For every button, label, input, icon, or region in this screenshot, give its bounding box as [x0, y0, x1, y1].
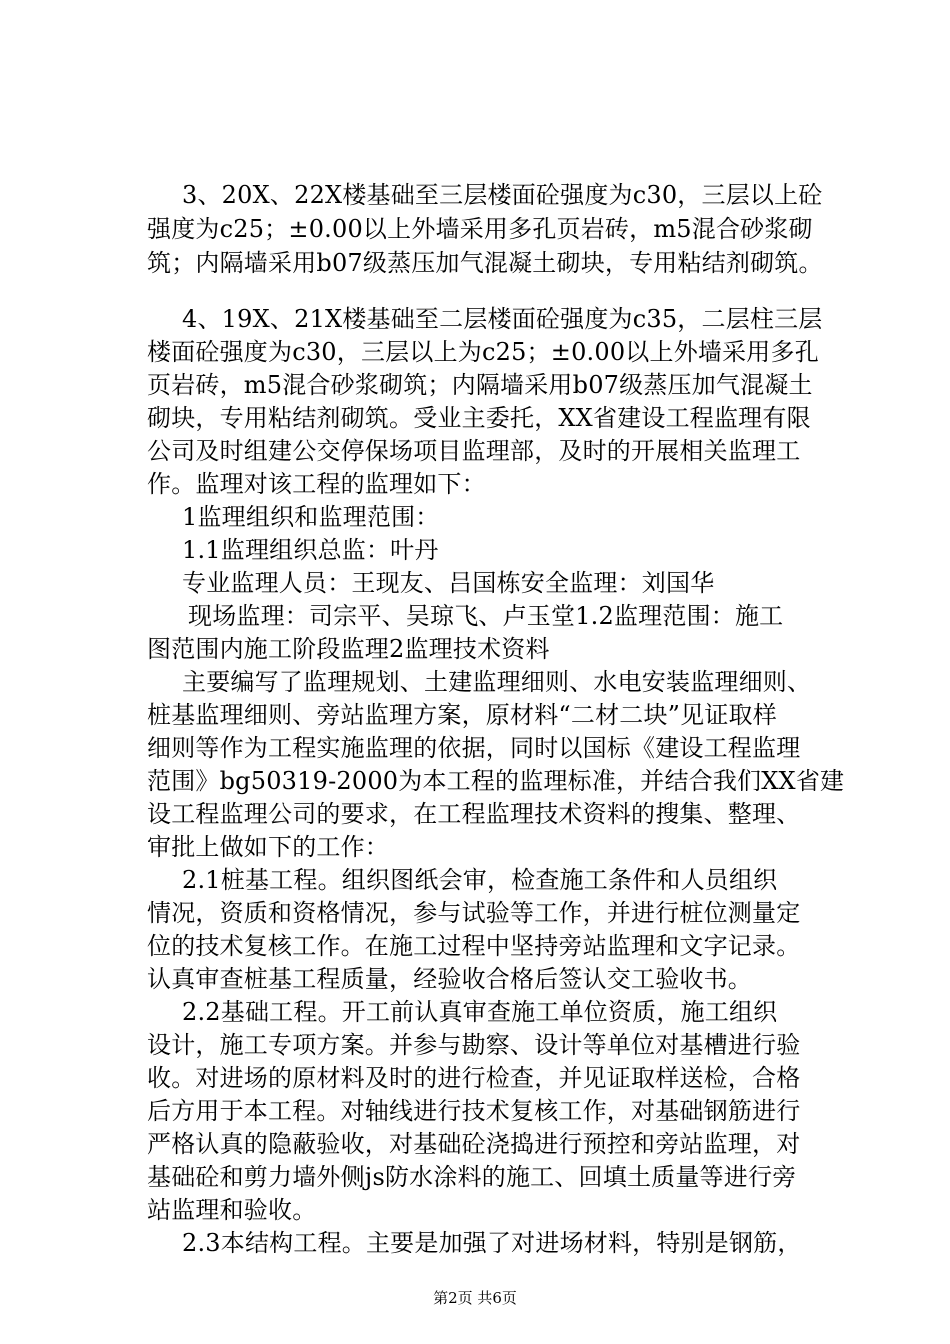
- section-2-2-line-6: 基础砼和剪力墙外侧js防水涂料的施工、回填土质量等进行旁: [147, 1163, 797, 1191]
- main-paragraph-line-2: 桩基监理细则、旁站监理方案，原材料“二材二块”见证取样: [147, 701, 777, 729]
- section-2-2-line-3: 收。对进场的原材料及时的进行检查，并见证取样送检，合格: [147, 1064, 801, 1092]
- section-2-1-line-2: 情况，资质和资格情况，参与试验等工作，并进行桩位测量定: [147, 899, 801, 927]
- section-2-2-line-4: 后方用于本工程。对轴线进行技术复核工作，对基础钢筋进行: [147, 1097, 801, 1125]
- paragraph-4-line-1: 4、19X、21X楼基础至二层楼面砼强度为c35，二层柱三层: [182, 305, 823, 333]
- paragraph-3-line-1: 3、20X、22X楼基础至三层楼面砼强度为c30，三层以上砼: [182, 181, 823, 209]
- site-supervision-line-2: 图范围内施工阶段监理2监理技术资料: [147, 635, 550, 663]
- site-supervision-line-1: 现场监理：司宗平、吴琼飞、卢玉堂1.2监理范围：施工: [188, 602, 784, 630]
- main-paragraph-line-5: 设工程监理公司的要求，在工程监理技术资料的搜集、整理、: [147, 800, 801, 828]
- paragraph-3-line-3: 筑；内隔墙采用b07级蒸压加气混凝土砌块，专用粘结剂砌筑。: [147, 249, 823, 277]
- main-paragraph-line-3: 细则等作为工程实施监理的依据，同时以国标《建设工程监理: [147, 734, 801, 762]
- section-1-1: 1.1监理组织总监：叶丹: [182, 536, 439, 564]
- paragraph-3-line-2: 强度为c25；±0.00以上外墙采用多孔页岩砖，m5混合砂浆砌: [147, 215, 813, 243]
- section-2-2-line-1: 2.2基础工程。开工前认真审查施工单位资质，施工组织: [182, 998, 778, 1026]
- paragraph-4-line-5: 公司及时组建公交停保场项目监理部，及时的开展相关监理工: [147, 437, 801, 465]
- section-2-1-line-3: 位的技术复核工作。在施工过程中坚持旁站监理和文字记录。: [147, 932, 801, 960]
- section-2-1-line-1: 2.1桩基工程。组织图纸会审，检查施工条件和人员组织: [182, 866, 778, 894]
- main-paragraph-line-4: 范围》bg50319-2000为本工程的监理标准，并结合我们XX省建: [147, 767, 845, 795]
- paragraph-4-line-3: 页岩砖，m5混合砂浆砌筑；内隔墙采用b07级蒸压加气混凝土: [147, 371, 813, 399]
- paragraph-4-line-2: 楼面砼强度为c30，三层以上为c25；±0.00以上外墙采用多孔: [147, 338, 819, 366]
- paragraph-4-line-6: 作。监理对该工程的监理如下：: [147, 470, 486, 498]
- page-footer: 第2页 共6页: [433, 1289, 517, 1307]
- paragraph-4-line-4: 砌块，专用粘结剂砌筑。受业主委托，XX省建设工程监理有限: [147, 404, 811, 432]
- main-paragraph-line-1: 主要编写了监理规划、土建监理细则、水电安装监理细则、: [182, 668, 812, 696]
- section-1-title: 1监理组织和监理范围：: [182, 503, 440, 531]
- section-2-2-line-7: 站监理和验收。: [147, 1196, 317, 1224]
- section-2-2-line-2: 设计，施工专项方案。并参与勘察、设计等单位对基槽进行验: [147, 1031, 801, 1059]
- section-2-2-line-5: 严格认真的隐蔽验收，对基础砼浇捣进行预控和旁站监理，对: [147, 1130, 801, 1158]
- main-paragraph-line-6: 审批上做如下的工作：: [147, 833, 389, 861]
- section-2-3-line-1: 2.3本结构工程。主要是加强了对进场材料，特别是钢筋，: [182, 1229, 802, 1257]
- section-2-1-line-4: 认真审查桩基工程质量，经验收合格后签认交工验收书。: [147, 965, 752, 993]
- specialists-line: 专业监理人员：王现友、吕国栋安全监理：刘国华: [182, 569, 715, 597]
